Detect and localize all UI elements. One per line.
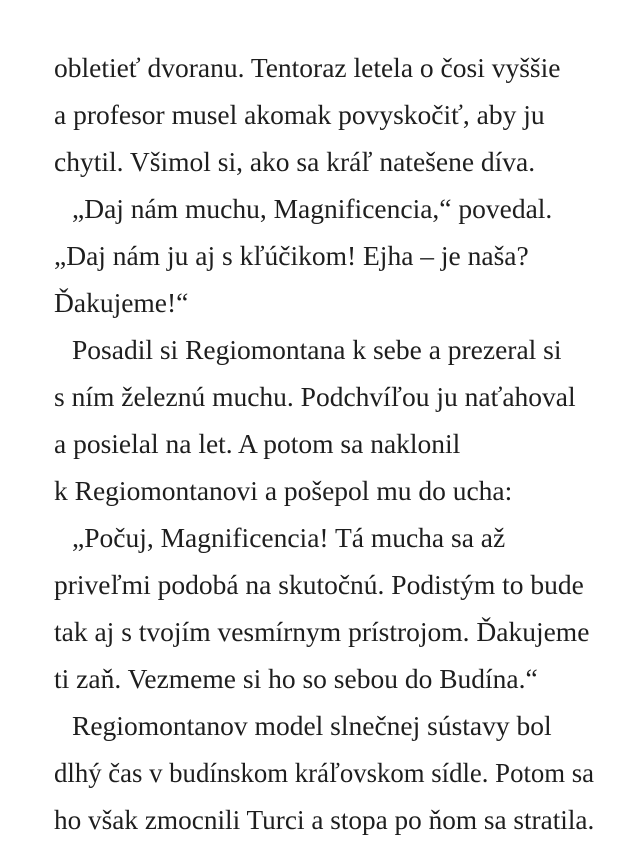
text-line-paragraph-start: Regiomontanov model slnečnej sústavy bol — [72, 710, 552, 741]
text-line-paragraph-start: Posadil si Regiomontana k sebe a prezeral si — [72, 334, 562, 365]
text-line: priveľmi podobá na skutočnú. Podistým to bude — [54, 569, 584, 600]
text-line: a profesor musel akomak povyskočiť, aby ju — [54, 99, 545, 130]
text-line: obletieť dvoranu. Tentoraz letela o čosi vyššie — [54, 52, 561, 83]
text-line: k Regiomontanovi a pošepol mu do ucha: — [54, 475, 513, 506]
text-line-paragraph-start: „Počuj, Magnificencia! Tá mucha sa až — [72, 522, 506, 553]
text-line: ti zaň. Vezmeme si ho so sebou do Budína.“ — [54, 663, 538, 694]
text-line: tak aj s tvojím vesmírnym prístrojom. Ďakujeme — [54, 616, 590, 647]
text-line: Ďakujeme!“ — [54, 287, 189, 318]
text-line: dlhý čas v budínskom kráľovskom sídle. Potom sa — [54, 757, 595, 788]
text-line: ho však zmocnili Turci a stopa po ňom sa stratila. — [54, 804, 595, 835]
text-line-paragraph-start: „Daj nám muchu, Magnificencia,“ povedal. — [72, 193, 553, 224]
text-line: a posielal na let. A potom sa naklonil — [54, 428, 461, 459]
book-page-text — [54, 44, 594, 843]
text-line: s ním železnú muchu. Podchvíľou ju naťahoval — [54, 381, 576, 412]
text-line: „Daj nám ju aj s kľúčikom! Ejha – je naša? — [54, 240, 529, 271]
text-line: chytil. Všimol si, ako sa kráľ natešene díva. — [54, 146, 536, 177]
